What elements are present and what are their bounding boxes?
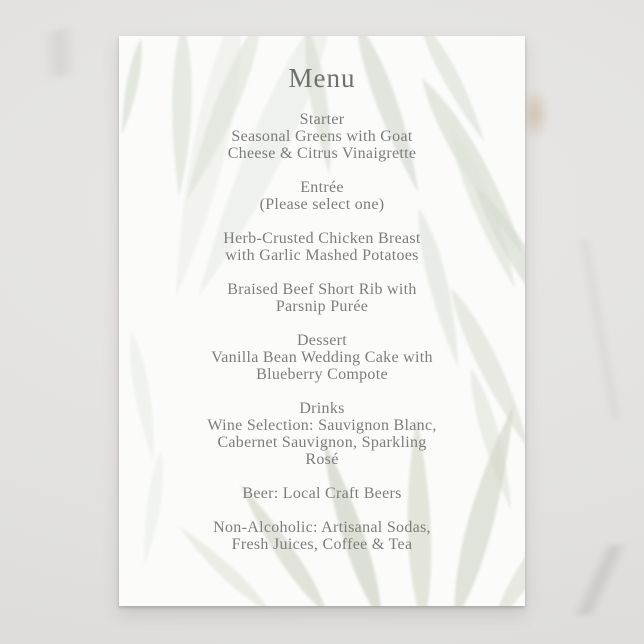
menu-section-starter xyxy=(119,111,525,162)
menu-section-beer xyxy=(119,485,525,502)
marble-vein xyxy=(555,240,644,420)
menu-section-dessert xyxy=(119,332,525,383)
menu-section-drinks xyxy=(119,400,525,468)
menu-line: Dessert xyxy=(296,332,348,349)
menu-section-entree-option-2 xyxy=(119,281,525,315)
menu-line: Cabernet Sauvignon, Sparkling xyxy=(217,434,427,451)
menu-line: Herb-Crusted Chicken Breast xyxy=(223,230,421,247)
menu-section-entree-header xyxy=(119,179,525,213)
menu-line: Seasonal Greens with Goat xyxy=(231,128,413,145)
menu-line: Blueberry Compote xyxy=(256,366,388,383)
menu-line: Fresh Juices, Coffee & Tea xyxy=(231,536,413,553)
menu-line: with Garlic Mashed Potatoes xyxy=(225,247,419,264)
menu-line: Cheese & Citrus Vinaigrette xyxy=(227,145,417,162)
menu-section-non-alcoholic xyxy=(119,519,525,553)
menu-line: Starter xyxy=(299,111,345,128)
menu-section-entree-option-1 xyxy=(119,230,525,264)
menu-line: Braised Beef Short Rib with xyxy=(227,281,417,298)
menu-line: Non-Alcoholic: Artisanal Sodas, xyxy=(213,519,431,536)
menu-line: Rosé xyxy=(305,451,339,468)
menu-content xyxy=(119,36,525,606)
menu-line: (Please select one) xyxy=(259,196,385,213)
menu-card xyxy=(119,36,525,606)
menu-line: Beer: Local Craft Beers xyxy=(242,485,402,502)
menu-line: Vanilla Bean Wedding Cake with xyxy=(211,349,433,366)
menu-line: Parsnip Purée xyxy=(275,298,369,315)
menu-line: Drinks xyxy=(299,400,345,417)
menu-line: Wine Selection: Sauvignon Blanc, xyxy=(207,417,437,434)
marble-vein xyxy=(535,545,644,615)
menu-line: Entrée xyxy=(300,179,344,196)
menu-title: Menu xyxy=(288,63,356,93)
